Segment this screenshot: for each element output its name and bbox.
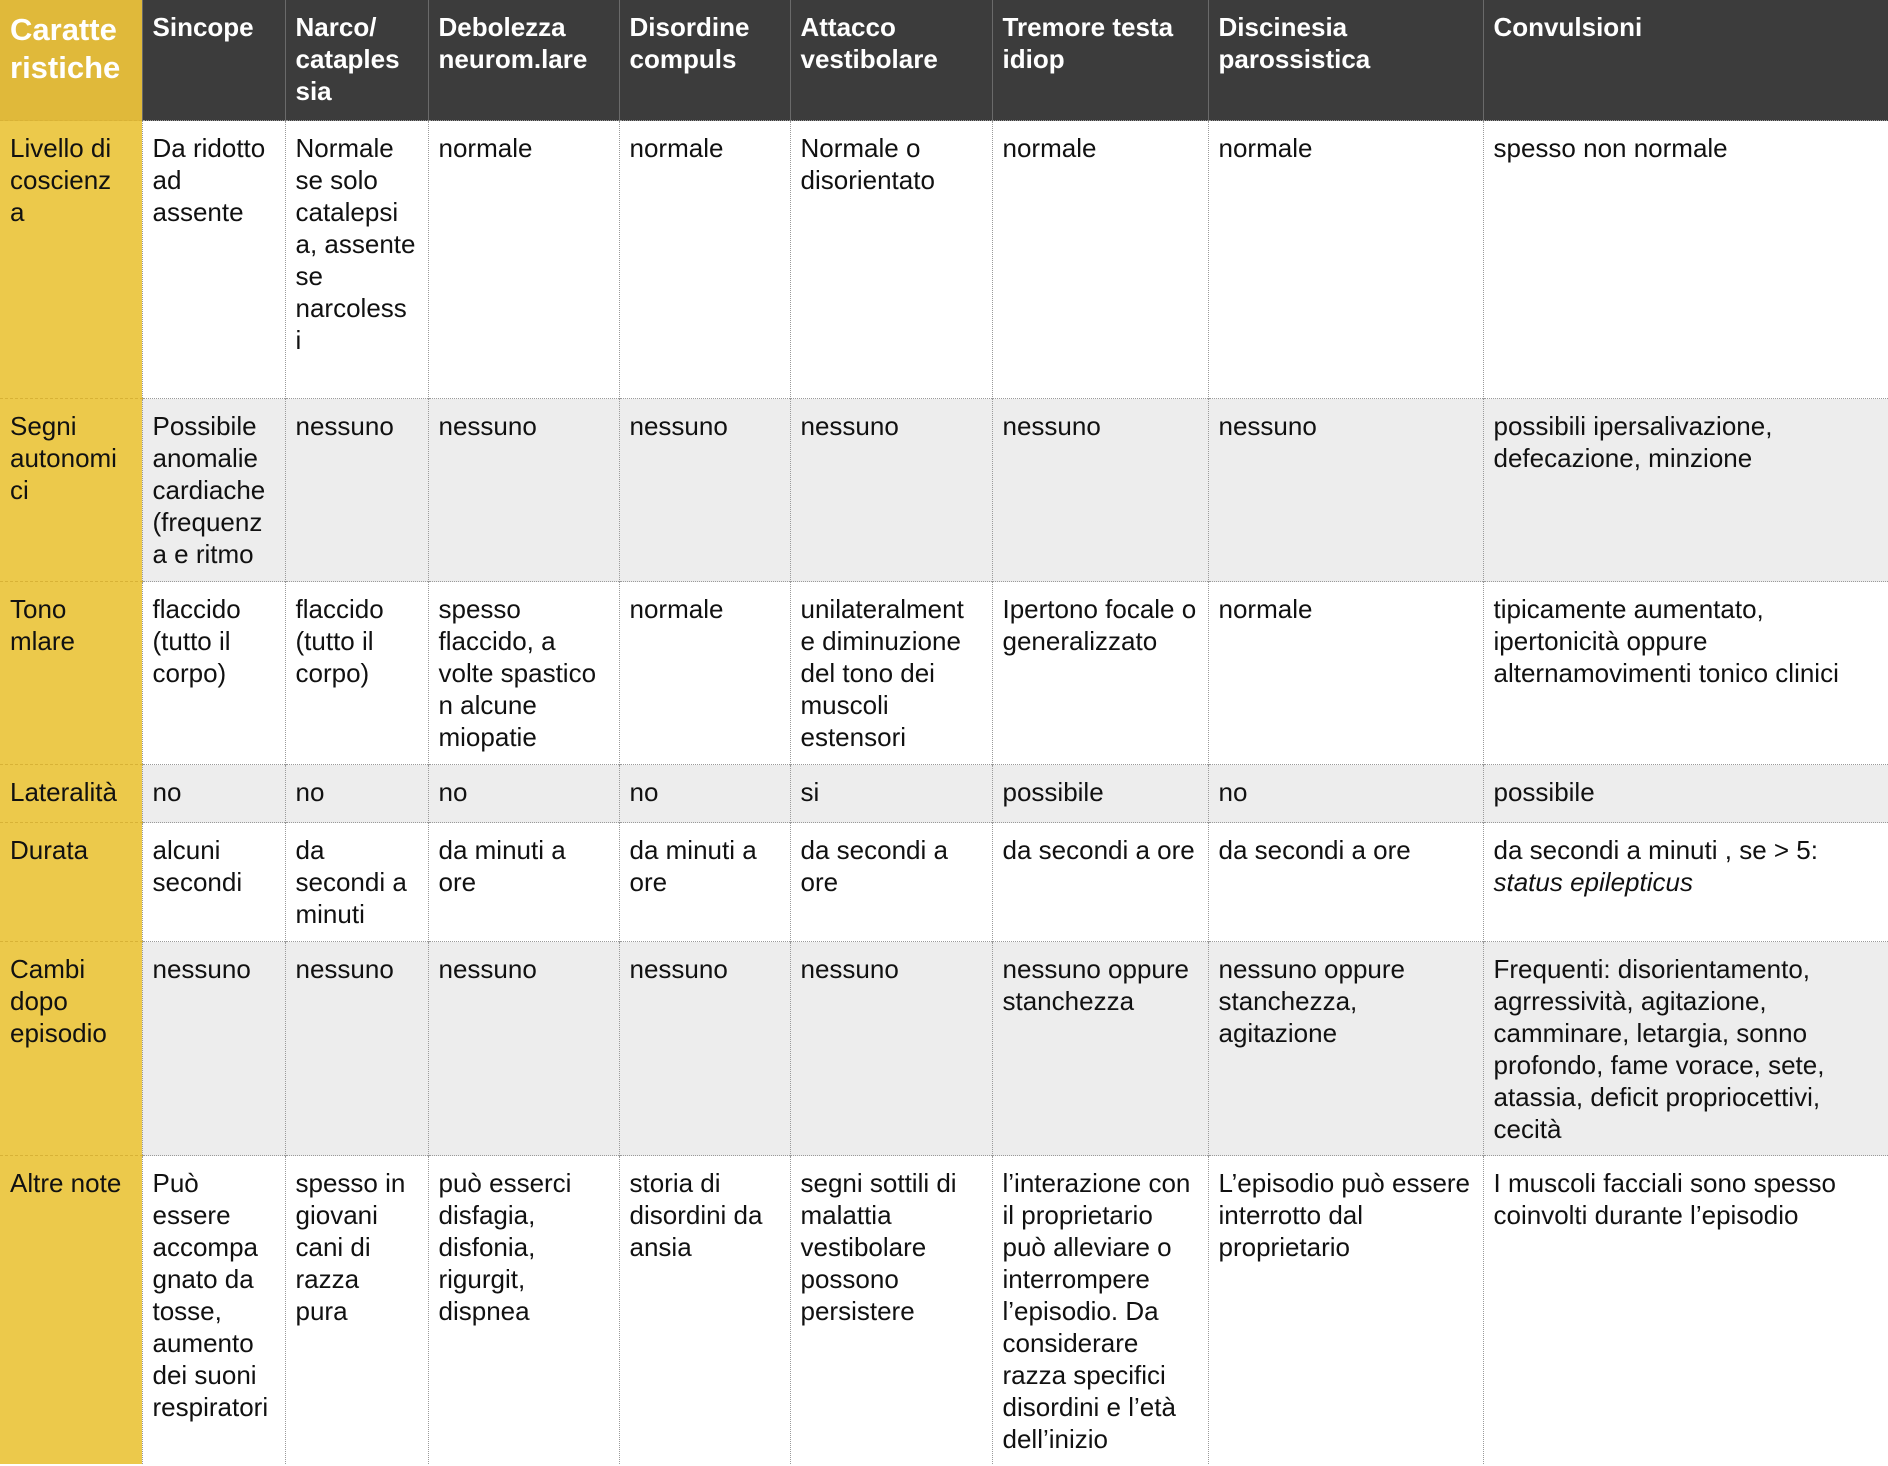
cell-italic-text: status epilepticus	[1493, 867, 1693, 897]
table-cell: nessuno	[992, 399, 1208, 582]
table-cell: da secondi a ore	[790, 823, 992, 942]
column-header-debolezza: Debolezza neurom.lare	[428, 0, 619, 121]
table-cell: da minuti a ore	[428, 823, 619, 942]
table-cell: no	[619, 765, 790, 823]
column-header-discinesia: Discinesia parossistica	[1208, 0, 1483, 121]
table-cell: da secondi a minuti	[285, 823, 428, 942]
row-header: Durata	[0, 823, 142, 942]
column-header-disordine: Disordine compuls	[619, 0, 790, 121]
table-cell: Da ridotto ad assente	[142, 121, 285, 399]
table-cell: Possibile anomalie cardiache (frequenz a e ritmo	[142, 399, 285, 582]
table-cell: nessuno	[790, 942, 992, 1156]
table-row	[0, 582, 1888, 765]
table-cell: segni sottili di malattia vestibolare possono persistere	[790, 1156, 992, 1464]
table-cell: possibile	[992, 765, 1208, 823]
column-header-convulsioni: Convulsioni	[1483, 0, 1888, 121]
table-cell: nessuno	[790, 399, 992, 582]
table-cell: no	[142, 765, 285, 823]
table-cell: Può essere accompa gnato da tosse, aumento dei suoni respiratori	[142, 1156, 285, 1464]
table-cell: nessuno	[619, 399, 790, 582]
table-cell: può esserci disfagia, disfonia, rigurgit, dispnea	[428, 1156, 619, 1464]
table-row	[0, 399, 1888, 582]
row-header: Altre note	[0, 1156, 142, 1464]
table-cell: nessuno oppure stanchezza	[992, 942, 1208, 1156]
table-cell: Normale o disorientato	[790, 121, 992, 399]
table-cell: flaccido (tutto il corpo)	[285, 582, 428, 765]
table-row	[0, 823, 1888, 942]
column-header-sincope: Sincope	[142, 0, 285, 121]
table-cell: nessuno oppure stanchezza, agitazione	[1208, 942, 1483, 1156]
table-cell: normale	[428, 121, 619, 399]
table-cell: alcuni secondi	[142, 823, 285, 942]
table-cell: Ipertono focale o generalizzato	[992, 582, 1208, 765]
row-header: Tono mlare	[0, 582, 142, 765]
table-cell: l’interazione con il proprietario può alleviare o interrompere l’episodio. Da considerare razza specifici disordini e l’età dell’inizio	[992, 1156, 1208, 1464]
table-cell: nessuno	[1208, 399, 1483, 582]
table-cell: normale	[1208, 582, 1483, 765]
table-cell: I muscoli facciali sono spesso coinvolti durante l’episodio	[1483, 1156, 1888, 1464]
row-header: Cambi dopo episodio	[0, 942, 142, 1156]
table-cell: nessuno	[142, 942, 285, 1156]
table-cell: spesso in giovani cani di razza pura	[285, 1156, 428, 1464]
column-header-attacco-vestibolare: Attacco vestibolare	[790, 0, 992, 121]
table-cell: da minuti a ore	[619, 823, 790, 942]
table-cell: tipicamente aumentato, ipertonicità oppure alternamovimenti tonico clinici	[1483, 582, 1888, 765]
table-cell: unilateralment e diminuzione del tono dei muscoli estensori	[790, 582, 992, 765]
table-cell: normale	[1208, 121, 1483, 399]
header-row	[0, 0, 1888, 121]
table-cell: nessuno	[428, 399, 619, 582]
column-header-tremore: Tremore testa idiop	[992, 0, 1208, 121]
row-header: Lateralità	[0, 765, 142, 823]
table-cell: nessuno	[285, 942, 428, 1156]
table-row	[0, 121, 1888, 399]
table-cell: spesso flaccido, a volte spastico n alcune miopatie	[428, 582, 619, 765]
table-cell: possibili ipersalivazione, defecazione, minzione	[1483, 399, 1888, 582]
table-cell	[1483, 823, 1888, 942]
table-cell: spesso non normale	[1483, 121, 1888, 399]
table-cell: flaccido (tutto il corpo)	[142, 582, 285, 765]
table-cell: normale	[619, 121, 790, 399]
table-row	[0, 942, 1888, 1156]
row-header: Livello di coscienz a	[0, 121, 142, 399]
table-row	[0, 765, 1888, 823]
cell-text: da secondi a minuti , se > 5:	[1493, 835, 1818, 865]
table-cell: possibile	[1483, 765, 1888, 823]
table-row	[0, 1156, 1888, 1464]
table-cell: da secondi a ore	[1208, 823, 1483, 942]
table-cell: si	[790, 765, 992, 823]
table-cell: nessuno	[428, 942, 619, 1156]
table-cell: no	[428, 765, 619, 823]
row-header: Segni autonomi ci	[0, 399, 142, 582]
table-cell: nessuno	[619, 942, 790, 1156]
table-cell: normale	[992, 121, 1208, 399]
table-cell: storia di disordini da ansia	[619, 1156, 790, 1464]
table-cell: no	[285, 765, 428, 823]
table-cell: da secondi a ore	[992, 823, 1208, 942]
table-cell: Frequenti: disorientamento, agrressività, agitazione, camminare, letargia, sonno profondo, fame vorace, sete, atassia, deficit propriocettivi, cecità	[1483, 942, 1888, 1156]
column-header-narcocataplessia: Narco/ cataples sia	[285, 0, 428, 121]
table-cell: L’episodio può essere interrotto dal proprietario	[1208, 1156, 1483, 1464]
table-cell: normale	[619, 582, 790, 765]
table-cell: Normale se solo catalepsi a, assente se narcoless i	[285, 121, 428, 399]
table-cell: no	[1208, 765, 1483, 823]
corner-header: Caratte ristiche	[0, 0, 142, 121]
table-cell: nessuno	[285, 399, 428, 582]
